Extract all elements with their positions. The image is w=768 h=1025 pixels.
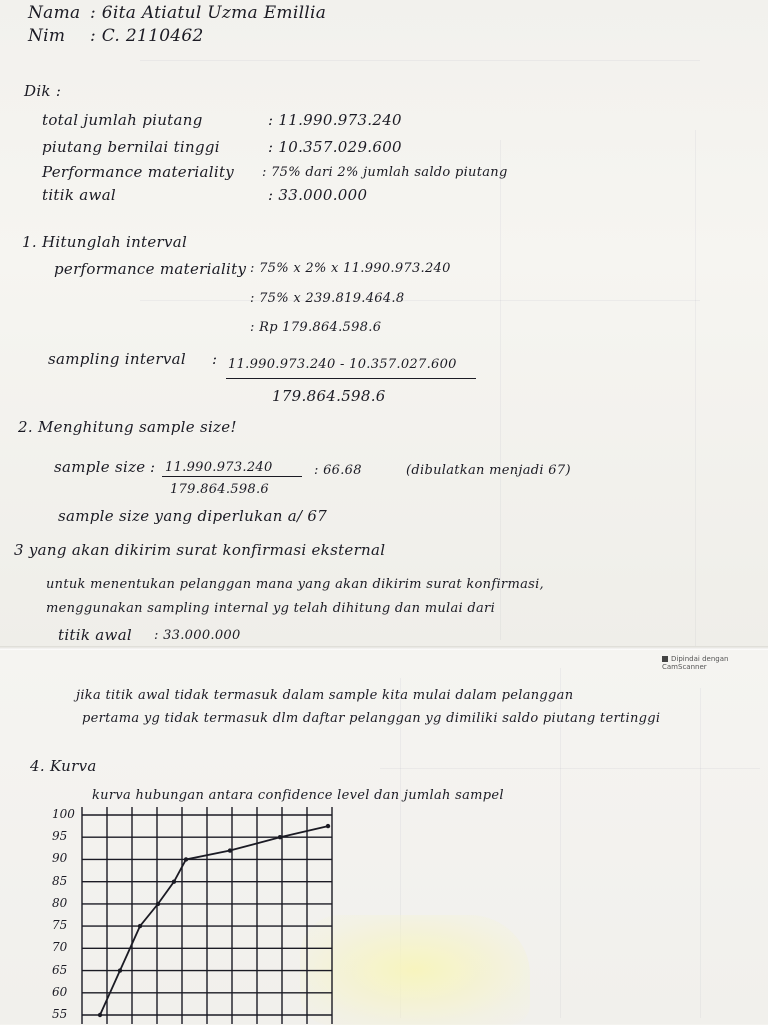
- si-numerator: 11.990.973.240 - 10.357.027.600: [228, 357, 457, 372]
- sample-size-conclusion: sample size yang diperlukan a/ 67: [58, 507, 328, 525]
- chart-y-tick-label: 70: [52, 940, 68, 955]
- sample-size-separator: :: [150, 458, 156, 476]
- dik-row-2-value: : 10.357.029.600: [268, 138, 402, 156]
- nama-value: : 6ita Atiatul Uzma Emillia: [90, 3, 327, 23]
- chart-y-tick-label: 55: [52, 1007, 68, 1021]
- chart-y-tick-label: 65: [52, 962, 68, 977]
- dik-row-3-label: Performance materiality: [42, 163, 235, 181]
- si-denominator: 179.864.598.6: [272, 387, 386, 405]
- nim-label: Nim: [28, 26, 66, 46]
- dik-row-1-value: : 11.990.973.240: [268, 111, 402, 129]
- step3-title: 3 yang akan dikirim surat konfirmasi eksternal: [14, 541, 386, 559]
- dik-title: Dik :: [24, 82, 62, 100]
- step3-line-4: pertama yg tidak termasuk dlm daftar pelanggan yg dimiliki saldo piutang tertinggi: [82, 711, 661, 726]
- chart-y-tick-label: 85: [52, 873, 68, 888]
- step1-title: 1. Hitunglah interval: [22, 233, 188, 251]
- pm-line-2: : 75% x 239.819.464.8: [250, 291, 405, 306]
- pm-line-1: : 75% x 2% x 11.990.973.240: [250, 261, 451, 276]
- step2-title: 2. Menghitung sample size!: [18, 418, 237, 436]
- dik-row-4-label: titik awal: [42, 186, 117, 204]
- chart-point: [172, 879, 176, 883]
- pm-line-3: : Rp 179.864.598.6: [250, 320, 382, 335]
- chart-y-tick-label: 90: [52, 851, 68, 866]
- sample-size-label: sample size: [54, 458, 146, 476]
- dik-row-4-value: : 33.000.000: [268, 186, 368, 204]
- chart-y-tick-label: 95: [52, 829, 68, 844]
- step3-line-1: untuk menentukan pelanggan mana yang akan dikirim surat konfirmasi,: [46, 577, 544, 592]
- chart-point: [326, 824, 330, 828]
- titik-awal-value: : 33.000.000: [154, 628, 241, 643]
- si-separator: :: [212, 350, 218, 368]
- dik-row-1-label: total jumlah piutang: [42, 111, 203, 129]
- chart-y-tick-label: 100: [52, 807, 75, 821]
- pm-label: performance materiality: [54, 260, 247, 278]
- step3-line-3: jika titik awal tidak termasuk dalam sample kita mulai dalam pelanggan: [76, 688, 574, 703]
- step3-line-2: menggunakan sampling internal yg telah dihitung dan mulai dari: [46, 601, 496, 616]
- chart-point: [278, 835, 282, 839]
- camscanner-watermark: Dipindai dengan CamScanner: [662, 655, 729, 671]
- chart-point: [138, 924, 142, 928]
- sample-size-note: (dibulatkan menjadi 67): [406, 463, 571, 478]
- chart-y-tick-label: 60: [52, 984, 68, 999]
- nama-label: Nama: [28, 3, 81, 23]
- chart-point: [156, 902, 160, 906]
- dik-row-2-label: piutang bernilai tinggi: [42, 138, 220, 156]
- sample-size-numerator: 11.990.973.240: [165, 460, 273, 475]
- step4-title: 4. Kurva: [30, 757, 97, 775]
- chart-subtitle: kurva hubungan antara confidence level dan jumlah sampel: [92, 788, 504, 803]
- chart-point: [118, 968, 122, 972]
- chart-point: [184, 857, 188, 861]
- titik-awal-label: titik awal: [58, 626, 133, 644]
- nim-value: : C. 2110462: [90, 26, 204, 46]
- chart-y-tick-label: 80: [52, 895, 68, 910]
- dik-row-3-value: : 75% dari 2% jumlah saldo piutang: [262, 165, 508, 180]
- si-label: sampling interval: [48, 350, 186, 368]
- sample-size-denominator: 179.864.598.6: [170, 482, 270, 497]
- sample-size-result: : 66.68: [314, 463, 362, 478]
- chart-point: [98, 1013, 102, 1017]
- chart-series-line: [100, 826, 328, 1015]
- chart-y-tick-label: 75: [52, 918, 68, 933]
- chart-point: [228, 848, 232, 852]
